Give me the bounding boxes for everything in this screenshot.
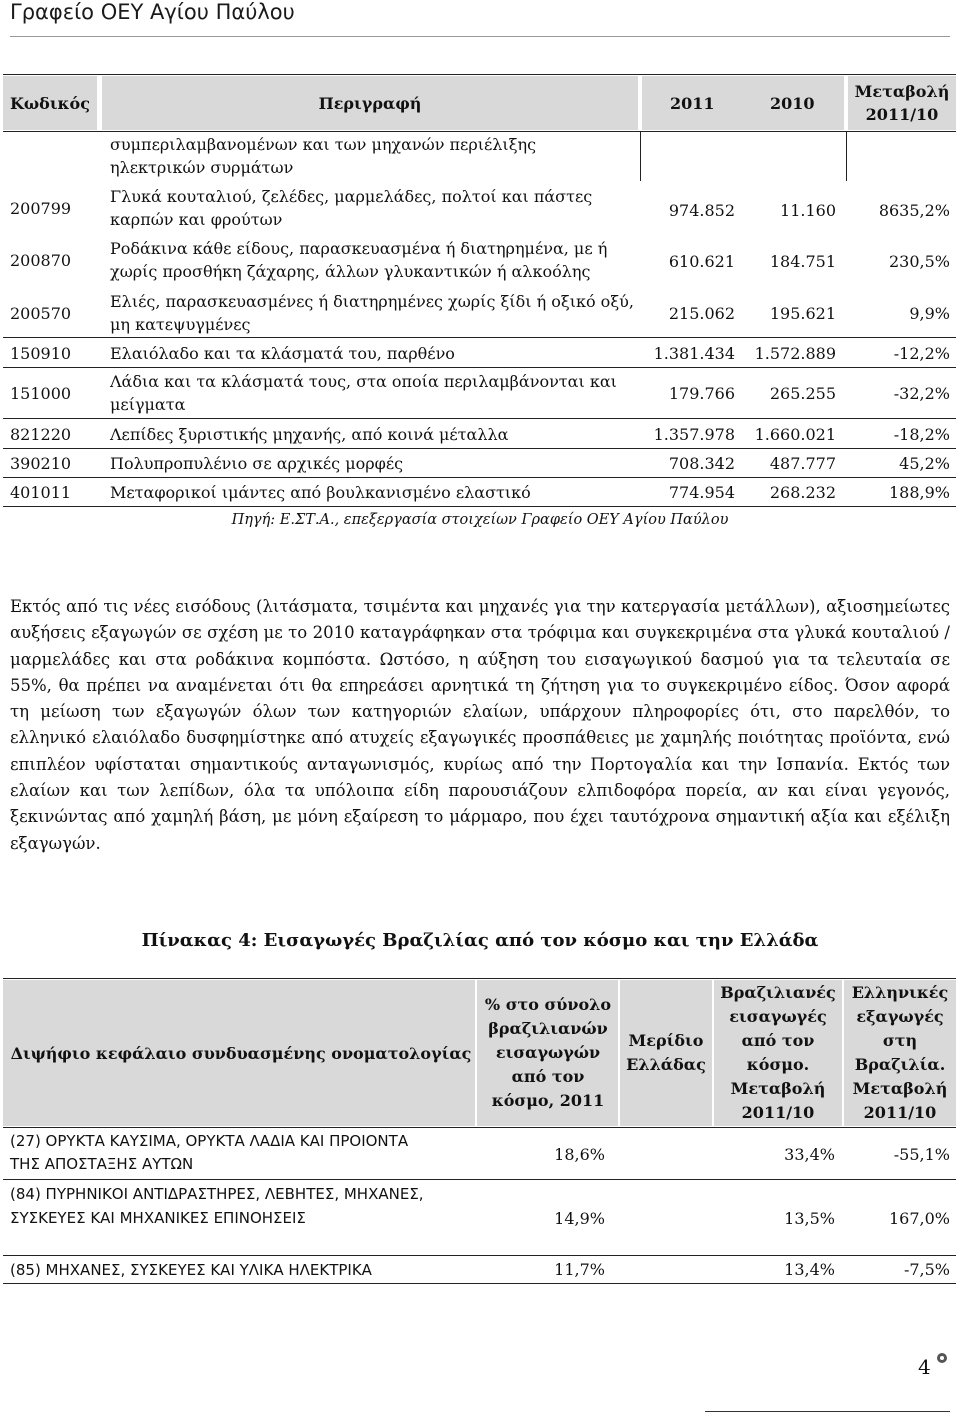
table-row-value-2010: 268.232 — [769, 483, 836, 502]
table-row-code: 821220 — [10, 424, 72, 444]
table-row-greek-exports-change: -7,5% — [903, 1260, 950, 1279]
table-4-title: Πίνακας 4: Εισαγωγές Βραζιλίας από τον κόσμο και την Ελλάδα — [141, 930, 819, 951]
table-border — [3, 418, 956, 419]
col-header-greece-share: Μερίδιο Ελλάδας — [626, 1031, 706, 1074]
header-divider — [10, 36, 950, 37]
table-border — [3, 978, 956, 979]
table-row-description: συμπεριλαμβανομένων και των μηχανών περιέλιξης ηλεκτρικών συρμάτων — [110, 135, 537, 177]
table-row-value-2011: 774.954 — [668, 483, 735, 502]
table-row-value-2010: 1.572.889 — [754, 344, 836, 363]
table-row-chapter: (84) ΠΥΡΗΝΙΚΟΙ ΑΝΤΙΔΡΑΣΤΗΡΕΣ, ΛΕΒΗΤΕΣ, ΜΗΧΑΝΕΣ, ΣΥΣΚΕΥΕΣ ΚΑΙ ΜΗΧΑΝΙΚΕΣ ΕΠΙΝΟΗΣΕΙΣ — [10, 1185, 424, 1227]
table-border — [3, 1283, 956, 1284]
table-row-greek-exports-change: -55,1% — [893, 1145, 950, 1164]
table-source-caption: Πηγή: Ε.ΣΤ.Α., επεξεργασία στοιχείων Γραφείο ΟΕΥ Αγίου Παύλου — [231, 512, 729, 528]
table-row-value-2011: 179.766 — [668, 384, 735, 403]
table-row-description: Πολυπροπυλένιο σε αρχικές μορφές — [110, 453, 404, 473]
col-header-brazil-imports-change: Βραζιλιανές εισαγωγές από τον κόσμο. Μεταβολή 2011/10 — [720, 983, 836, 1122]
table-row-code: 200799 — [10, 198, 72, 218]
table-row-code: 200570 — [10, 303, 72, 323]
table-border — [3, 131, 956, 132]
table-row-change: -18,2% — [893, 425, 950, 444]
col-header-2011: 2011 — [670, 93, 715, 113]
table-border — [3, 337, 956, 338]
table-row-brazil-imports-change: 13,4% — [784, 1260, 835, 1279]
document-header-title: Γραφείο ΟΕΥ Αγίου Παύλου — [10, 0, 295, 24]
table-border — [640, 131, 641, 181]
table-row-chapter: (85) ΜΗΧΑΝΕΣ, ΣΥΣΚΕΥΕΣ ΚΑΙ ΥΛΙΚΑ ΗΛΕΚΤΡΙΚΑ — [10, 1261, 372, 1279]
col-header-code: Κωδικός — [10, 93, 90, 113]
table-row-value-2011: 974.852 — [668, 201, 735, 220]
table-row-description: Λεπίδες ξυριστικής μηχανής, από κοινά μέταλλα — [110, 424, 509, 444]
table-row-value-2010: 1.660.021 — [754, 425, 836, 444]
table-row-code: 150910 — [10, 343, 72, 363]
col-header-change: Μεταβολή 2011/10 — [854, 82, 950, 124]
table-row-value-2010: 487.777 — [769, 454, 836, 473]
table-row-change: -12,2% — [893, 344, 950, 363]
table-row-description: Λάδια και τα κλάσματά τους, στα οποία περιλαμβάνονται και μείγματα — [110, 372, 617, 414]
table-row-greek-exports-change: 167,0% — [888, 1209, 950, 1228]
table-border — [3, 448, 956, 449]
col-header-2010: 2010 — [770, 93, 815, 113]
table-row-value-2010: 11.160 — [780, 201, 836, 220]
table-row-code: 151000 — [10, 383, 72, 403]
table-row-value-2011: 610.621 — [668, 252, 735, 271]
table-row-change: -32,2% — [893, 384, 950, 403]
logo-icon — [936, 1352, 948, 1364]
body-paragraph: Εκτός από τις νέες εισόδους (λιτάσματα, τσιμέντα και μηχανές για την κατεργασία μετάλλων), αξιοσημείωτες αυξήσεις εξαγωγών σε σχέση με το 2010 καταγράφηκαν στα τρόφιμα και συγκεκριμένα στα γλυκά κουταλιού / μαρμελάδες και στα ροδάκινα κομπόστα. Ωστόσο, η αύξηση του εισαγωγικού δασμού για τα τελευταία σε 55%, θα πρέπει να αναμένεται ότι θα επηρεάσει αρνητικά τη ζήτηση για το συγκεκριμένο είδος. Όσον αφορά τη μείωση των εξαγωγών όλων των κατηγοριών ελαίων, υπάρχουν πληροφορίες ότι, στο παρελθόν, το ελληνικό ελαιόλαδο δυσφημίστηκε από ατυχείς εξαγωγικές προσπάθειες με χαμηλής ποιότητας προϊόντα, ενώ επιπλέον υφίσταται σημαντικούς ανταγωνισμός, κυρίως από την Πορτογαλία και την Ισπανία. Εκτός των ελαίων και των λεπίδων, όλα τα υπόλοιπα είδη παρουσιάζουν ελπιδοφόρα πορεία, αν και είναι γεγονός, ξεκινώντας από χαμηλή βάση, με μόνη εξαίρεση το μάρμαρο, που έχει ταυτόχρονα σημαντική αξία και εξέλιξη εξαγωγών. — [10, 597, 950, 853]
table-border — [3, 74, 956, 75]
page-number: 4 — [918, 1355, 931, 1379]
table-row-brazil-imports-change: 13,5% — [784, 1209, 835, 1228]
table-row-description: Ροδάκινα κάθε είδους, παρασκευασμένα ή διατηρημένα, με ή χωρίς προσθήκη ζάχαρης, άλλων γλυκαντικών ή αλκοόλης — [110, 239, 608, 281]
table-border — [846, 131, 847, 181]
table-border — [3, 506, 956, 507]
table-row-value-2010: 184.751 — [769, 252, 836, 271]
table-row-value-2011: 215.062 — [668, 304, 735, 323]
col-header-greek-exports-change: Ελληνικές εξαγωγές στη Βραζιλία. Μεταβολή 2011/10 — [851, 983, 949, 1122]
col-header-description: Περιγραφή — [318, 93, 422, 113]
table-row-world-share: 18,6% — [554, 1145, 605, 1164]
table-row-description: Γλυκά κουταλιού, ζελέδες, μαρμελάδες, πολτοί και πάστες καρπών και φρούτων — [110, 187, 593, 229]
table-row-value-2010: 265.255 — [769, 384, 836, 403]
table-border — [3, 477, 956, 478]
table-row-value-2011: 1.381.434 — [653, 344, 735, 363]
footer-rule — [705, 1411, 950, 1412]
table-row-value-2010: 195.621 — [769, 304, 836, 323]
table-row-change: 188,9% — [888, 483, 950, 502]
table-border — [3, 1127, 956, 1128]
table-border — [3, 367, 956, 368]
table-border — [3, 1255, 956, 1256]
table-row-world-share: 14,9% — [554, 1209, 605, 1228]
table-row-change: 8635,2% — [878, 201, 950, 220]
table-row-code: 200870 — [10, 250, 72, 270]
table-row-brazil-imports-change: 33,4% — [784, 1145, 835, 1164]
table-row-code: 401011 — [10, 482, 72, 502]
table-row-change: 230,5% — [888, 252, 950, 271]
table-row-description: Ελιές, παρασκευασμένες ή διατηρημένες χωρίς ξίδι ή οξικό οξύ, μη κατεψυγμένες — [110, 292, 634, 334]
table-border — [3, 1179, 956, 1180]
table-row-value-2011: 1.357.978 — [653, 425, 735, 444]
table-row-chapter: (27) ΟΡΥΚΤΑ ΚΑΥΣΙΜΑ, ΟΡΥΚΤΑ ΛΑΔΙΑ ΚΑΙ ΠΡΟΙΟΝΤΑ ΤΗΣ ΑΠΟΣΤΑΞΗΣ ΑΥΤΩΝ — [10, 1132, 409, 1173]
table-row-value-2011: 708.342 — [668, 454, 735, 473]
table-row-description: Μεταφορικοί ιμάντες από βουλκανισμένο ελαστικό — [110, 482, 531, 502]
col-header-world-share: % στο σύνολο βραζιλιανών εισαγωγών από τον κόσμο, 2011 — [484, 995, 612, 1110]
table-row-change: 9,9% — [909, 304, 950, 323]
table-row-change: 45,2% — [899, 454, 950, 473]
col-header-chapter: Διψήφιο κεφάλαιο συνδυασμένης ονοματολογίας — [10, 1043, 472, 1063]
table-row-description: Ελαιόλαδο και τα κλάσματά του, παρθένο — [110, 343, 455, 363]
table-row-world-share: 11,7% — [554, 1260, 605, 1279]
table-row-code: 390210 — [10, 453, 72, 473]
